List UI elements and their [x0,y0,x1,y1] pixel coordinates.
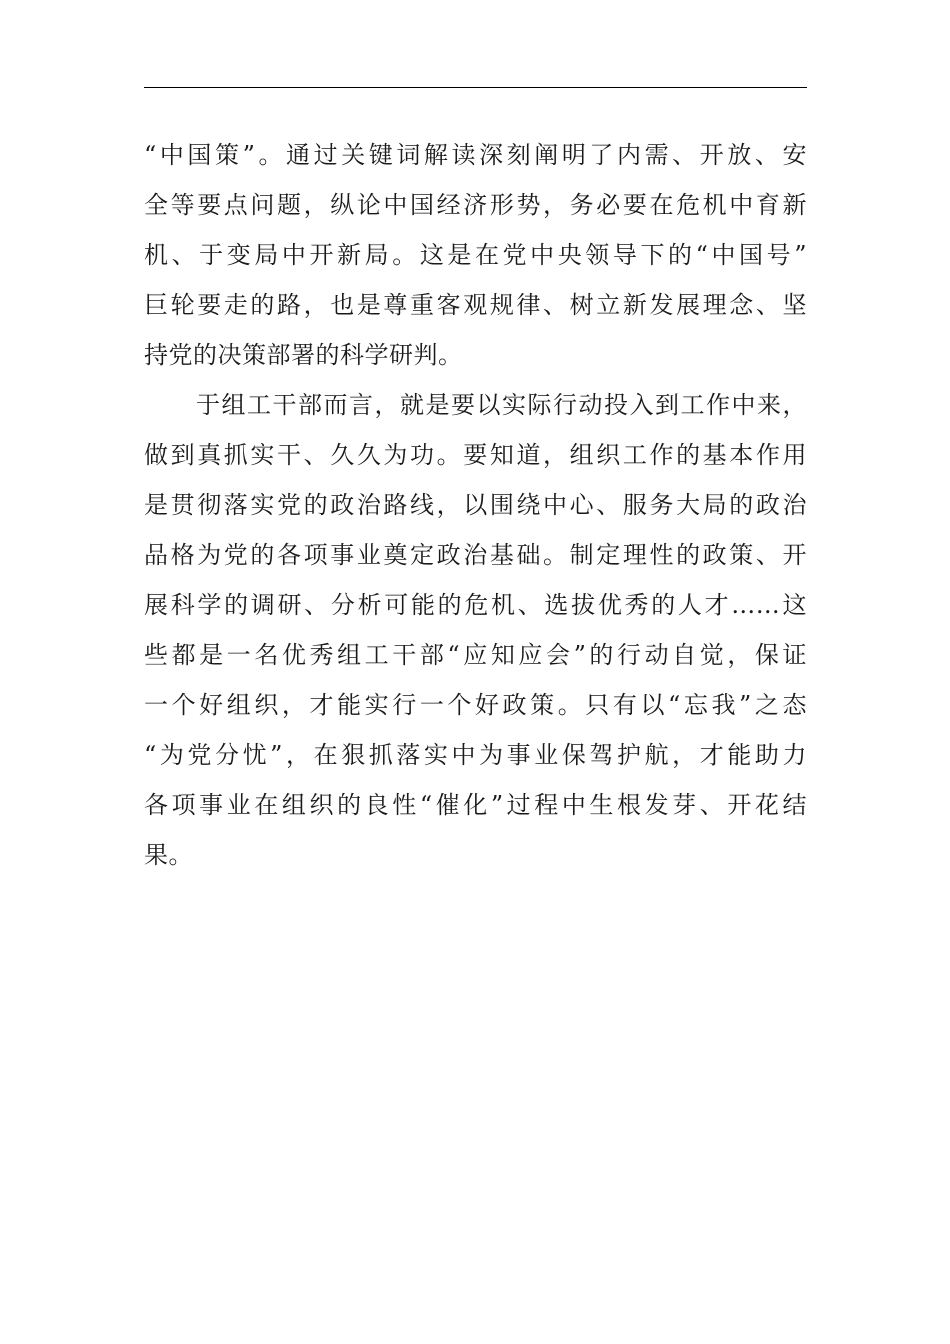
text-line: “中国策”。通过关键词解读深刻阐明了内需、开放、安 [144,141,807,169]
text-line: 果。 [144,841,193,869]
text-line: 各项事业在组织的良性“催化”过程中生根发芽、开花结 [144,791,807,819]
text-line: 是贯彻落实党的政治路线，以围绕中心、服务大局的政治 [144,491,807,519]
text-line: 于组工干部而言，就是要以实际行动投入到工作中来， [196,391,807,419]
text-line: 全等要点问题，纵论中国经济形势，务必要在危机中育新 [144,191,807,219]
text-line: 机、于变局中开新局。这是在党中央领导下的“中国号” [144,241,807,269]
text-line: 展科学的调研、分析可能的危机、选拔优秀的人才……这 [144,591,807,619]
paragraph-1 [144,130,807,380]
text-line: 巨轮要走的路，也是尊重客观规律、树立新发展理念、坚 [144,291,807,319]
header-rule [144,87,807,88]
text-line: 做到真抓实干、久久为功。要知道，组织工作的基本作用 [144,441,807,469]
text-line: 一个好组织，才能实行一个好政策。只有以“忘我”之态 [144,691,807,719]
text-line: “为党分忧”，在狠抓落实中为事业保驾护航，才能助力 [144,741,807,769]
text-line: 持党的决策部署的科学研判。 [144,341,463,369]
text-line: 些都是一名优秀组工干部“应知应会”的行动自觉，保证 [144,641,807,669]
paragraph-2 [144,380,807,880]
document-body [144,130,807,880]
text-line: 品格为党的各项事业奠定政治基础。制定理性的政策、开 [144,541,807,569]
